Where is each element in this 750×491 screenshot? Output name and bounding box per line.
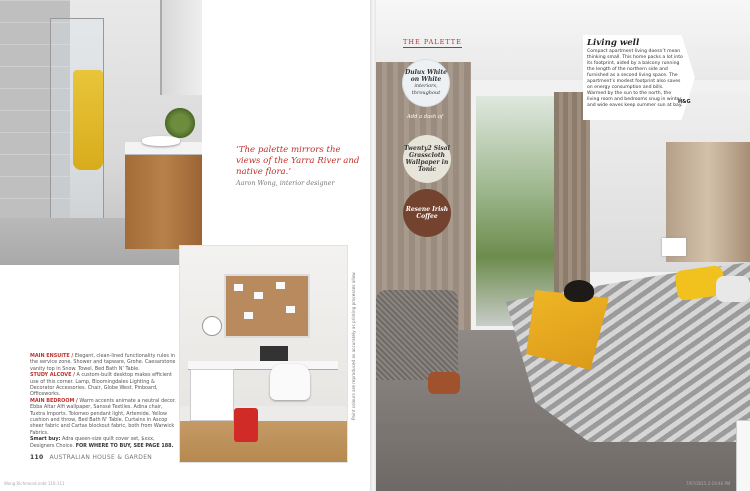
left-page — [0, 0, 370, 491]
bathroom-photo — [0, 0, 202, 265]
print-slug-right: 7/07/2015 2:19:46 PM — [686, 481, 731, 486]
swatch-dulux-white: Dulux White on White interiors, throughout — [403, 60, 449, 106]
caption-bedroom: MAIN BEDROOM / Warm accents animate a neutral decor. Ebba Altar Alfi wallpaper, Sanssé Textiles. Adina chair, Tuxtra Imports. Tolomeo pendant light, Artemide. Yellow cushion and throw, Bed Bath N’ Table. Curtains in Ascop sheer fabric and Cartas blockout fabric, both from Warwick Fabrics. — [30, 397, 176, 436]
page-folio — [30, 454, 152, 461]
magazine-name: AUSTRALIAN HOUSE & GARDEN — [49, 454, 153, 461]
living-well-title: Living well — [587, 38, 640, 48]
caption-ensuite: MAIN ENSUITE / Elegant, clean-lined functionality rules in the service zone. Shower and tapware, Grohe. Caesarstone vanity top in Snow. Towel, Bed Bath N’ Table. — [30, 353, 176, 372]
add-dash-label: Add a dash of — [407, 114, 443, 120]
study-photo — [180, 246, 347, 462]
print-slug-left: Wong Richmond.indd 110-111 — [4, 481, 65, 486]
living-well-text: Compact apartment living doesn’t mean thinking small. This home packs a lot into its footprint, aided by a balcony running the length of the northern side and furnished as a second living space. The apartment’s modest footprint also saves on energy consumption and bills. Warmed by the sun to the north, the living room and bedrooms snug in winter, and wide eaves keep summer sun at bay. — [587, 49, 683, 108]
swatch-twenty2-grasscloth: Twenty2 Sisal Grasscloth Wallpaper in Tonic — [403, 135, 451, 183]
photo-captions — [30, 353, 178, 449]
caption-study: STUDY ALCOVE / A custom-built desktop makes efficient use of this corner. Lamp, Bloomingdales Lighting & Decorator Accessories. Chair, Globe West. Pinboard, Officeworks. — [30, 372, 172, 398]
colour-disclaimer: Paint colours are reproduced as accurately as printing processes allow. — [351, 271, 356, 420]
hg-logo: H&G — [678, 99, 691, 105]
swatch-resene-irish-coffee: Resene Irish Coffee — [403, 189, 451, 237]
page-number: 110 — [30, 454, 44, 461]
pull-quote-attribution: Aaron Wong, interior designer — [236, 179, 335, 187]
caption-smart-buy: Smart buy: Adra queen-size quilt cover set, $xxx, Designers Choice. FOR WHERE TO BUY, SEE PAGE 188. — [30, 436, 174, 449]
pull-quote: ‘The palette mirrors the views of the Yarra River and native flora.’ — [236, 145, 360, 177]
palette-heading: THE PALETTE — [403, 38, 462, 46]
